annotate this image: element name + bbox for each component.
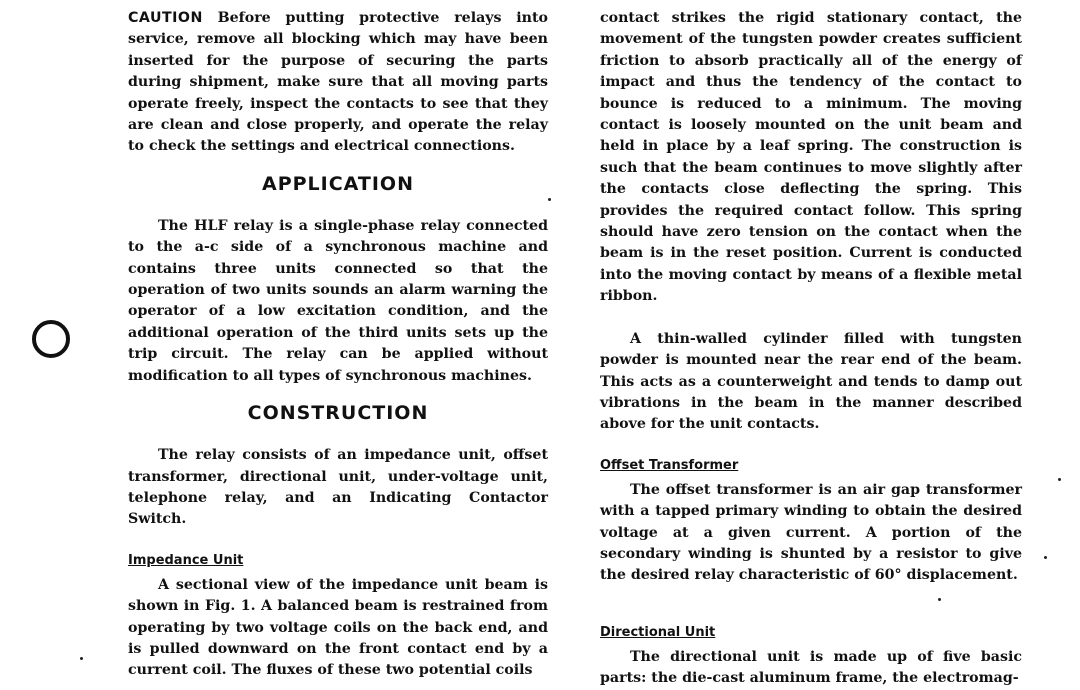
construction-heading: CONSTRUCTION xyxy=(247,402,429,425)
scan-speck xyxy=(1058,478,1061,481)
scan-speck xyxy=(548,198,551,201)
impedance-unit-heading: Impedance Unit xyxy=(128,552,244,568)
offset-transformer-heading: Offset Transformer xyxy=(600,457,739,473)
directional-unit-heading: Directional Unit xyxy=(600,624,716,640)
application-paragraph: The HLF relay is a single-phase relay connected to the a-c side of a synchronous machine and contains three units connected so that the operation of two units sounds an alarm warning the operator of a low excitation condition, and the additional operation of the third units sets up the trip circuit. The relay can be applied without modification to all types of synchronous machines. xyxy=(128,217,548,384)
left-column xyxy=(128,8,548,682)
construction-paragraph: The relay consists of an impedance unit, offset transformer, directional unit, under-voltage unit, telephone relay, and an Indicating Contactor Switch. xyxy=(128,447,548,528)
cylinder-paragraph: A thin-walled cylinder filled with tungsten powder is mounted near the rear end of the beam. This acts as a counterweight and tends to damp out vibrations in the beam in the manner described above for the unit contacts. xyxy=(600,330,1022,433)
scan-speck xyxy=(80,657,83,660)
caution-label: CAUTION xyxy=(128,10,203,26)
caution-paragraph xyxy=(128,8,548,158)
punch-hole xyxy=(32,320,70,358)
scan-speck xyxy=(1044,556,1047,559)
impedance-unit-paragraph: A sectional view of the impedance unit beam is shown in Fig. 1. A balanced beam is restrained from operating by two voltage coils on the back end, and is pulled downward on the front contact end by a current coil. The fluxes of these two potential coils xyxy=(128,576,548,679)
application-heading: APPLICATION xyxy=(262,172,414,195)
contact-paragraph: contact strikes the rigid stationary contact, the movement of the tungsten powder creates sufficient friction to absorb practically all of the energy of impact and thus the tendency of the contact to bounce is reduced to a minimum. The moving contact is loosely mounted on the unit beam and held in place by a leaf spring. The construction is such that the beam continues to move slightly after the contacts close deflecting the spring. This provides the required contact follow. This spring should have zero tension on the contact when the beam is in the reset position. Current is conducted into the moving contact by means of a flexible metal ribbon. xyxy=(600,10,1022,305)
right-column xyxy=(600,8,1022,690)
directional-unit-paragraph: The directional unit is made up of five basic parts: the die-cast aluminum frame, the electromag- xyxy=(600,648,1022,687)
offset-transformer-paragraph: The offset transformer is an air gap transformer with a tapped primary winding to obtain the desired voltage at a given current. A portion of the secondary winding is shunted by a resistor to give the desired relay characteristic of 60° displacement. xyxy=(600,481,1022,584)
caution-text: Before putting protective relays into service, remove all blocking which may have been inserted for the purpose of securing the parts during shipment, make sure that all moving parts operate freely, inspect the contacts to see that they are clean and close properly, and operate the relay to check the settings and electrical connections. xyxy=(128,10,548,155)
